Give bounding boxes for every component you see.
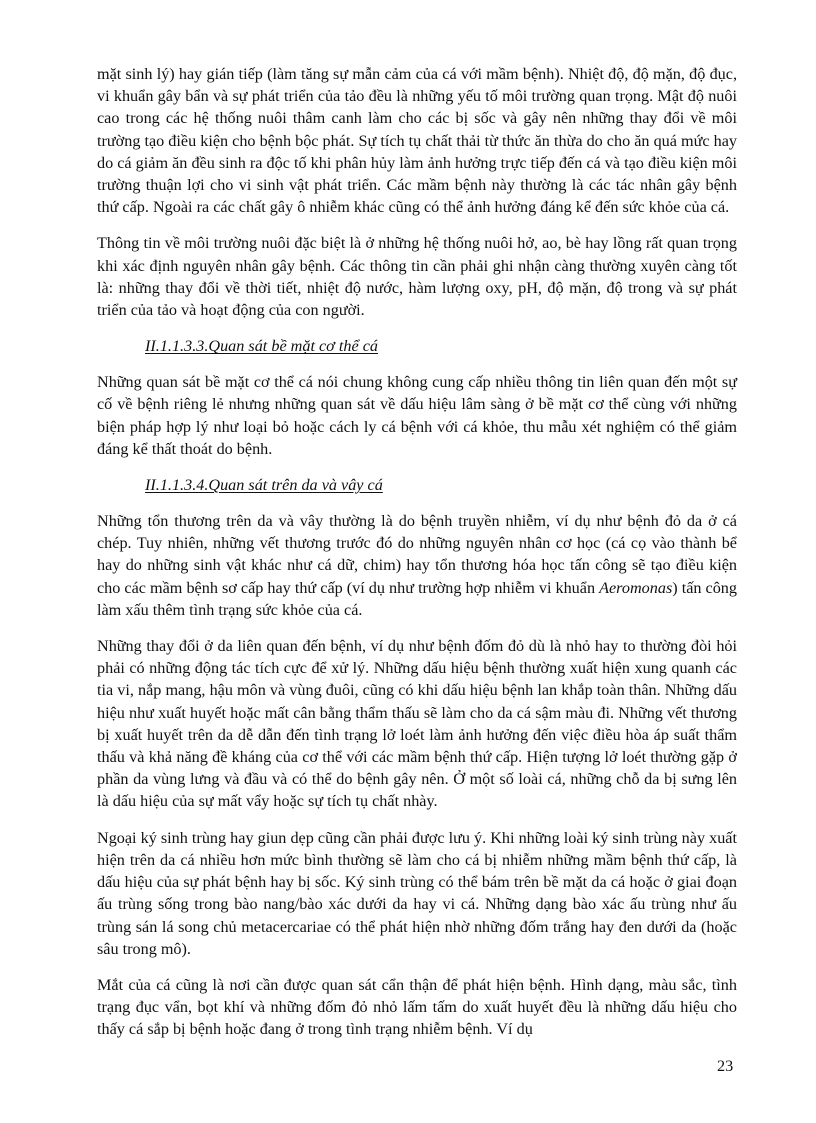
section-heading-skin-fins: II.1.1.3.4.Quan sát trên da và vây cá <box>145 476 383 495</box>
document-page <box>97 63 737 1055</box>
skin-lesions-text-start: Những tổn thương trên da và vây thường là do bệnh truyền nhiễm, ví dụ như bệnh đỏ da ở cá chép. Tuy nhiên, những vết thương trước đó do những nguyên nhân cơ học (cá cọ vào thành bể hay do những sinh vật khác như cá dữ, chim) hay tổn thương hóa học tấn công sẽ tạo điều kiện cho các mầm bệnh sơ cấp hay thứ cấp (ví dụ như trường hợp nhiễm vi khuẩn <box>97 512 737 597</box>
section-heading-body-surface: II.1.1.3.3.Quan sát bề mặt cơ thể cá <box>145 337 378 356</box>
paragraph-fish-eyes: Mắt của cá cũng là nơi cần được quan sát cẩn thận để phát hiện bệnh. Hình dạng, màu sắc, tình trạng đục vẩn, bọt khí và những đốm đỏ nhỏ lấm tấm do xuất huyết đều là những dấu hiệu cho thấy cá sắp bị bệnh hoặc đang ở trong tình trạng nhiễm bệnh. Ví dụ <box>97 975 737 1039</box>
paragraph-body-surface: Những quan sát bề mặt cơ thể cá nói chung không cung cấp nhiều thông tin liên quan đến một sự cố về bệnh riêng lẻ nhưng những quan sát về dấu hiệu lâm sàng ở bề mặt cơ thể cùng với những biện pháp hợp lý như loại bỏ hoặc cách ly cá bệnh với cá khỏe, thu mẫu xét nghiệm có thể giảm đáng kể thất thoát do bệnh. <box>97 373 737 458</box>
paragraph-skin-lesions <box>97 510 737 621</box>
page-number: 23 <box>717 1057 734 1075</box>
skin-lesions-text-end: ) tấn công làm xấu thêm tình trạng sức khỏe của cá. <box>97 578 737 619</box>
paragraph-skin-changes: Những thay đổi ở da liên quan đến bệnh, ví dụ như bệnh đốm đỏ dù là nhỏ hay to thường đòi hỏi phải có những động tác tích cực để xử lý. Những dấu hiệu bệnh thường xuất hiện xung quanh các tia vi, nắp mang, hậu môn và vùng đuôi, cũng có khi dấu hiệu bệnh lan khắp toàn thân. Những dấu hiệu như xuất huyết hoặc mất cân bằng thẩm thấu sẽ làm cho da cá sậm màu đi. Những vết thương bị xuất huyết trên da dễ dẫn đến tình trạng lở loét làm ảnh hưởng đến việc điều hòa áp suất thẩm thấu và khả năng đề kháng của cơ thể với các mầm bệnh thứ cấp. Hiện tượng lở loét thường gặp ở phần da vùng lưng và đầu và có thể do bệnh gây nên. Ở một số loài cá, những chỗ da bị sưng lên là dấu hiệu của sự mất vẩy hoặc sự tích tụ chất nhày. <box>97 637 737 811</box>
aeromonas-italic: Aeromonas <box>599 578 673 597</box>
paragraph-environment-factors: mặt sinh lý) hay gián tiếp (làm tăng sự mẫn cảm của cá với mầm bệnh). Nhiệt độ, độ mặn, độ đục, vi khuẩn gây bẩn và sự phát triển của tảo đều là những yếu tố môi trường quan trọng. Mật độ nuôi cao trong các hệ thống nuôi thâm canh làm cho các bị sốc và gây nên những thay đổi về môi trường tạo điều kiện cho bệnh bộc phát. Sự tích tụ chất thải từ thức ăn thừa do cho ăn quá mức hay do cá giảm ăn đều sinh ra độc tố khi phân hủy làm ảnh hưởng trực tiếp đến cá và tạo điều kiện môi trường thuận lợi cho vi sinh vật phát triển. Các mầm bệnh này thường là các tác nhân gây bệnh thứ cấp. Ngoài ra các chất gây ô nhiễm khác cũng có thể ảnh hưởng đáng kể đến sức khỏe của cá. <box>97 65 737 217</box>
paragraph-environment-info: Thông tin về môi trường nuôi đặc biệt là ở những hệ thống nuôi hở, ao, bè hay lồng rất quan trọng khi xác định nguyên nhân gây bệnh. Các thông tin cần phải ghi nhận càng thường xuyên càng tốt là: những thay đổi về thời tiết, nhiệt độ nước, hàm lượng oxy, pH, độ mặn, độ trong và sự phát triển của tảo và hoạt động của con người. <box>97 234 737 320</box>
paragraph-ectoparasites: Ngoại ký sinh trùng hay giun dẹp cũng cần phải được lưu ý. Khi những loài ký sinh trùng này xuất hiện trên da cá nhiều hơn mức bình thường sẽ làm cho cá bị nhiễm những mầm bệnh thứ cấp, là dấu hiệu của sự phát bệnh hay bị sốc. Ký sinh trùng có thể bám trên bề mặt da cá hoặc ở giai đoạn ấu trùng sống trong bào nang/bào xác dưới da hay vi cá. Những dạng bào xác ấu trùng như ấu trùng sán lá song chủ metacercariae có thể phát hiện nhờ những đốm trắng hay đen dưới da (hoặc sâu trong mô). <box>97 828 737 958</box>
